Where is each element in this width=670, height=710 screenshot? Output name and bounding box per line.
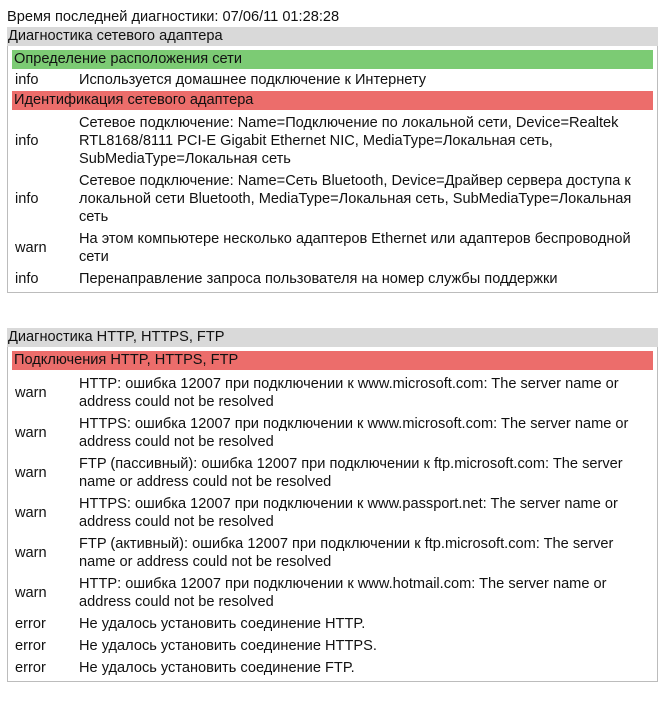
group-header-adapter-identification: Идентификация сетевого адаптера — [12, 91, 653, 110]
log-message: Сетевое подключение: Name=Сеть Bluetooth, Device=Драйвер сервера доступа к локальной сети Bluetooth, MediaType=Локальная сеть, SubMediaType=Локальная сеть — [79, 173, 632, 225]
log-message: FTP (активный): ошибка 12007 при подключении к ftp.microsoft.com: The server name or address could not be resolved — [79, 536, 614, 570]
log-row — [12, 493, 653, 533]
section-body — [7, 46, 658, 293]
log-level: error — [15, 638, 46, 654]
log-level: info — [15, 72, 39, 88]
log-row — [12, 112, 653, 170]
log-row — [12, 657, 653, 679]
log-level: error — [15, 616, 46, 632]
diagnostics-timestamp: Время последней диагностики: 07/06/11 01:28:28 — [7, 9, 340, 25]
section-body — [7, 347, 658, 682]
log-level: warn — [15, 465, 47, 481]
log-row — [12, 69, 653, 91]
log-level: warn — [15, 585, 47, 601]
log-row — [12, 533, 653, 573]
section-title: Диагностика сетевого адаптера — [7, 27, 658, 46]
log-message: HTTPS: ошибка 12007 при подключении к www.microsoft.com: The server name or address could not be resolved — [79, 416, 629, 450]
log-message: Не удалось установить соединение FTP. — [79, 660, 355, 676]
log-level: warn — [15, 545, 47, 561]
log-level: warn — [15, 240, 47, 256]
http-diagnostics-section — [7, 328, 658, 682]
log-level: warn — [15, 505, 47, 521]
log-message: Не удалось установить соединение HTTPS. — [79, 638, 377, 654]
log-row — [12, 268, 653, 290]
log-message: На этом компьютере несколько адаптеров Ethernet или адаптеров беспроводной сети — [79, 231, 631, 265]
log-level: info — [15, 191, 39, 207]
log-row — [12, 635, 653, 657]
log-message: Используется домашнее подключение к Интернету — [79, 72, 427, 88]
network-adapter-section — [7, 27, 658, 293]
log-row — [12, 170, 653, 228]
log-message: Перенаправление запроса пользователя на номер службы поддержки — [79, 271, 558, 287]
log-row — [12, 373, 653, 413]
log-message: FTP (пассивный): ошибка 12007 при подключении к ftp.microsoft.com: The server name or address could not be resolved — [79, 456, 623, 490]
log-level: info — [15, 271, 39, 287]
log-level: warn — [15, 385, 47, 401]
group-header-network-location: Определение расположения сети — [12, 50, 653, 69]
log-message: Сетевое подключение: Name=Подключение по локальной сети, Device=Realtek RTL8168/8111 PCI-E Gigabit Ethernet NIC, MediaType=Локальная сеть, SubMediaType=Локальная сеть — [79, 115, 619, 167]
log-message: HTTP: ошибка 12007 при подключении к www.microsoft.com: The server name or address could not be resolved — [79, 376, 619, 410]
log-message: Не удалось установить соединение HTTP. — [79, 616, 366, 632]
section-title: Диагностика HTTP, HTTPS, FTP — [7, 328, 658, 347]
log-row — [12, 613, 653, 635]
log-row — [12, 573, 653, 613]
log-row — [12, 413, 653, 453]
group-header-http-connections: Подключения HTTP, HTTPS, FTP — [12, 351, 653, 370]
log-level: error — [15, 660, 46, 676]
log-message: HTTP: ошибка 12007 при подключении к www.hotmail.com: The server name or address could not be resolved — [79, 576, 607, 610]
log-row — [12, 453, 653, 493]
log-row — [12, 228, 653, 268]
log-level: warn — [15, 425, 47, 441]
log-message: HTTPS: ошибка 12007 при подключении к www.passport.net: The server name or address could not be resolved — [79, 496, 618, 530]
log-level: info — [15, 133, 39, 149]
